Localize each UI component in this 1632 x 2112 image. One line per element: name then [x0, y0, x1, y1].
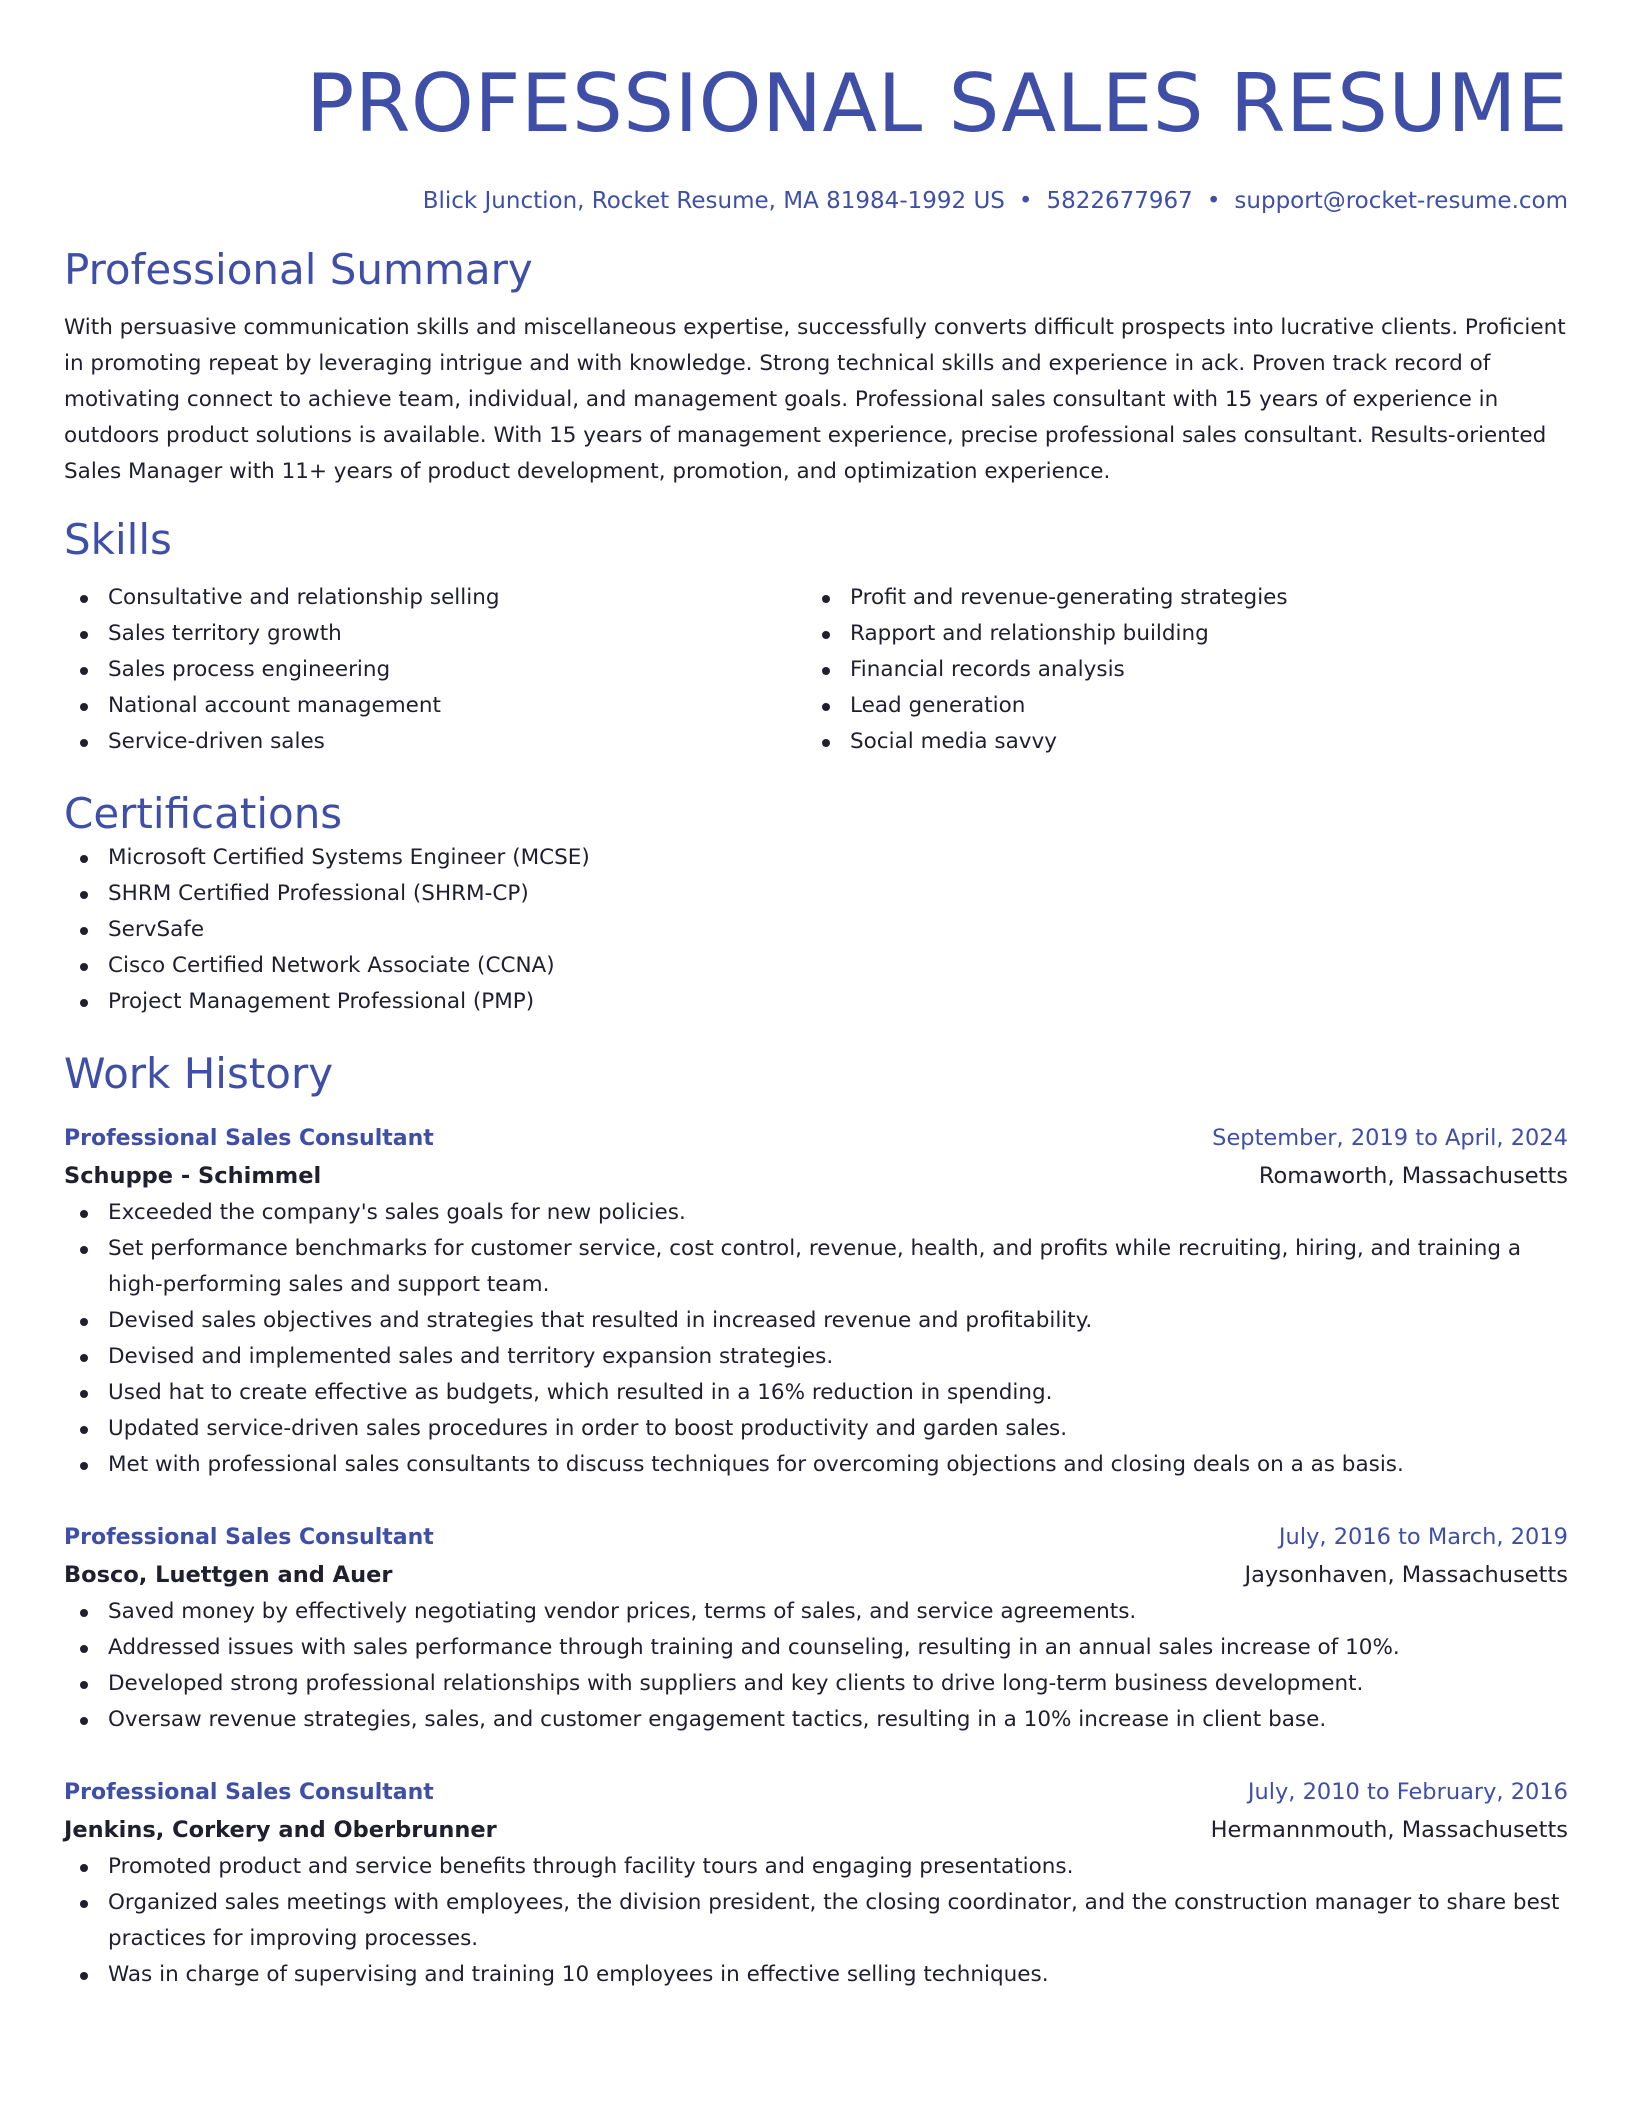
- job-company: Schuppe - Schimmel: [64, 1163, 322, 1189]
- job-location: Romaworth, Massachusetts: [1258, 1163, 1568, 1189]
- job-bullet: Organized sales meetings with employees, the division president, the closing coordinator, and the construction manager to share best practices for improving processes.: [64, 1885, 1568, 1957]
- summary-heading: Professional Summary: [64, 245, 533, 294]
- job-dates: September, 2019 to April, 2024: [1212, 1125, 1568, 1151]
- skills-list-left: [64, 580, 806, 760]
- skill-item: National account management: [64, 688, 806, 724]
- job-entry: [64, 1519, 1568, 1738]
- job-bullet-list: [64, 1849, 1568, 1993]
- skills-grid: [64, 580, 1568, 760]
- job-bullet: Oversaw revenue strategies, sales, and customer engagement tactics, resulting in a 10% increase in client base.: [64, 1702, 1568, 1738]
- skill-item: Sales process engineering: [64, 652, 806, 688]
- job-title: Professional Sales Consultant: [64, 1126, 434, 1151]
- skills-heading: Skills: [64, 515, 172, 564]
- certifications-heading: Certifications: [64, 789, 343, 838]
- job-dates: July, 2010 to February, 2016: [1247, 1779, 1568, 1805]
- resume-page: [64, 0, 1568, 1993]
- job-bullet: Exceeded the company's sales goals for new policies.: [64, 1195, 1568, 1231]
- job-bullet: Was in charge of supervising and training 10 employees in effective selling techniques.: [64, 1957, 1568, 1993]
- job-header-row: [64, 1120, 1568, 1157]
- job-title: Professional Sales Consultant: [64, 1780, 434, 1805]
- contact-email: support@rocket-resume.com: [1234, 188, 1568, 214]
- certification-item: ServSafe: [64, 912, 1568, 948]
- job-company: Jenkins, Corkery and Oberbrunner: [64, 1817, 497, 1843]
- skill-item: Consultative and relationship selling: [64, 580, 806, 616]
- skills-column-right: [806, 580, 1548, 760]
- contact-separator: •: [1206, 188, 1221, 214]
- job-company: Bosco, Luettgen and Auer: [64, 1562, 393, 1588]
- job-header-row: [64, 1519, 1568, 1556]
- contact-address: Blick Junction, Rocket Resume, MA 81984-1992 US: [422, 188, 1005, 214]
- job-company-row: [64, 1811, 1568, 1849]
- job-bullet: Devised and implemented sales and territory expansion strategies.: [64, 1339, 1568, 1375]
- summary-text: With persuasive communication skills and miscellaneous expertise, successfully converts difficult prospects into lucrative clients. Proficient in promoting repeat by leveraging intrigue and with knowledge. Strong technical skills and experience in ack. Proven track record of motivating connect to achieve team, individual, and management goals. Professional sales consultant with 15 years of experience in outdoors product solutions is available. With 15 years of management experience, precise professional sales consultant. Results-oriented Sales Manager with 11+ years of product development, promotion, and optimization experience.: [64, 315, 1566, 484]
- job-bullet: Set performance benchmarks for customer service, cost control, revenue, health, and profits while recruiting, hiring, and training a high-performing sales and support team.: [64, 1231, 1568, 1303]
- contact-phone: 5822677967: [1046, 188, 1193, 214]
- contact-line: [64, 186, 1568, 216]
- certification-item: Microsoft Certified Systems Engineer (MCSE): [64, 840, 1568, 876]
- resume-title: PROFESSIONAL SALES RESUME: [306, 57, 1568, 150]
- job-bullet-list: [64, 1594, 1568, 1738]
- work-history-heading: Work History: [64, 1049, 334, 1098]
- job-title: Professional Sales Consultant: [64, 1525, 434, 1550]
- skills-list-right: [806, 580, 1548, 760]
- job-bullet-list: [64, 1195, 1568, 1483]
- job-bullet: Used hat to create effective as budgets, which resulted in a 16% reduction in spending.: [64, 1375, 1568, 1411]
- certifications-list: [64, 840, 1568, 1020]
- skill-item: Social media savvy: [806, 724, 1548, 760]
- skills-column-left: [64, 580, 806, 760]
- certification-item: Project Management Professional (PMP): [64, 984, 1568, 1020]
- skill-item: Financial records analysis: [806, 652, 1548, 688]
- certification-item: SHRM Certified Professional (SHRM-CP): [64, 876, 1568, 912]
- job-bullet: Met with professional sales consultants to discuss techniques for overcoming objections and closing deals on a as basis.: [64, 1447, 1568, 1483]
- contact-separator: •: [1018, 188, 1033, 214]
- job-header-row: [64, 1774, 1568, 1811]
- job-bullet: Developed strong professional relationships with suppliers and key clients to drive long-term business development.: [64, 1666, 1568, 1702]
- skill-item: Service-driven sales: [64, 724, 806, 760]
- job-company-row: [64, 1157, 1568, 1195]
- job-location: Jaysonhaven, Massachusetts: [1244, 1562, 1568, 1588]
- job-bullet: Promoted product and service benefits through facility tours and engaging presentations.: [64, 1849, 1568, 1885]
- certification-item: Cisco Certified Network Associate (CCNA): [64, 948, 1568, 984]
- job-location: Hermannmouth, Massachusetts: [1210, 1817, 1568, 1843]
- job-dates: July, 2016 to March, 2019: [1278, 1524, 1568, 1550]
- skill-item: Lead generation: [806, 688, 1548, 724]
- job-bullet: Addressed issues with sales performance through training and counseling, resulting in an annual sales increase of 10%.: [64, 1630, 1568, 1666]
- job-bullet: Saved money by effectively negotiating vendor prices, terms of sales, and service agreements.: [64, 1594, 1568, 1630]
- skill-item: Profit and revenue-generating strategies: [806, 580, 1548, 616]
- skill-item: Rapport and relationship building: [806, 616, 1548, 652]
- skill-item: Sales territory growth: [64, 616, 806, 652]
- job-bullet: Updated service-driven sales procedures in order to boost productivity and garden sales.: [64, 1411, 1568, 1447]
- job-company-row: [64, 1556, 1568, 1594]
- job-entry: [64, 1774, 1568, 1993]
- job-bullet: Devised sales objectives and strategies that resulted in increased revenue and profitability.: [64, 1303, 1568, 1339]
- job-entry: [64, 1120, 1568, 1483]
